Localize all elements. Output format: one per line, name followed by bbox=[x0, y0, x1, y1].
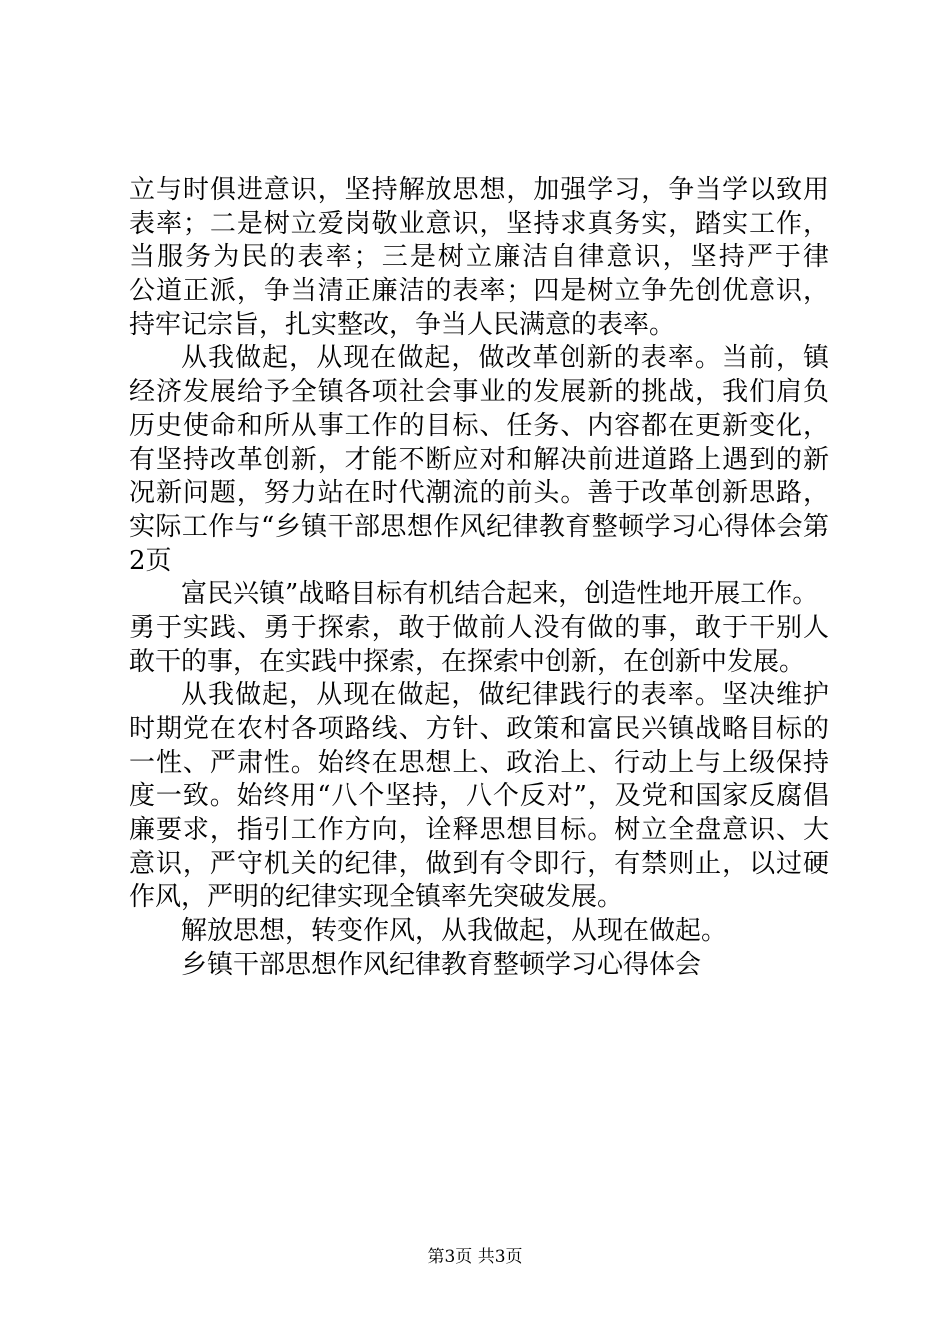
text-line: 立与时俱进意识，坚持解放思想，加强学习，争当学以致用 bbox=[129, 175, 829, 205]
text-line: 从我做起，从现在做起，做纪律践行的表率。坚决维护 bbox=[181, 680, 829, 711]
text-line: 敢干的事，在实践中探索，在探索中创新，在创新中发展。 bbox=[129, 646, 806, 677]
text-line: 当服务为民的表率；三是树立廉洁自律意识，坚持严于律 bbox=[129, 242, 829, 273]
text-line: 公道正派，争当清正廉洁的表率；四是树立争先创优意识， bbox=[129, 276, 829, 307]
text-line: 度一致。始终用“八个坚持，八个反对”，及党和国家反腐倡 bbox=[129, 781, 829, 812]
text-line: 表率；二是树立爱岗敬业意识，坚持求真务实，踏实工作， bbox=[129, 208, 829, 239]
text-line: 富民兴镇”战略目标有机结合起来，创造性地开展工作。 bbox=[181, 579, 819, 610]
text-line: 持牢记宗旨，扎实整改，争当人民满意的表率。 bbox=[129, 309, 676, 340]
text-line: 况新问题，努力站在时代潮流的前头。善于改革创新思路， bbox=[129, 478, 829, 509]
text-line: 实际工作与“乡镇干部思想作风纪律教育整顿学习心得体会第 bbox=[129, 511, 829, 542]
text-line: 一性、严肃性。始终在思想上、政治上、行动上与上级保持 bbox=[129, 747, 829, 778]
document-body bbox=[129, 174, 829, 983]
text-line: 解放思想，转变作风，从我做起，从现在做起。 bbox=[181, 916, 728, 947]
text-line: 从我做起，从现在做起，做改革创新的表率。当前，镇 bbox=[181, 343, 829, 374]
text-line: 有坚持改革创新，才能不断应对和解决前进道路上遇到的新 bbox=[129, 444, 829, 475]
text-line: 乡镇干部思想作风纪律教育整顿学习心得体会 bbox=[181, 949, 702, 980]
text-line: 意识，严守机关的纪律，做到有令即行，有禁则止，以过硬 bbox=[129, 848, 829, 879]
text-line: 经济发展给予全镇各项社会事业的发展新的挑战，我们肩负 bbox=[129, 377, 829, 408]
text-line: 2页 bbox=[129, 545, 172, 576]
page-number-footer: 第3页 共3页 bbox=[427, 1247, 523, 1267]
text-line: 勇于实践、勇于探索，敢于做前人没有做的事，敢于干别人 bbox=[129, 612, 829, 643]
text-line: 时期党在农村各项路线、方针、政策和富民兴镇战略目标的 bbox=[129, 714, 829, 744]
text-line: 作风，严明的纪律实现全镇率先突破发展。 bbox=[129, 882, 624, 913]
text-line: 廉要求，指引工作方向，诠释思想目标。树立全盘意识、大 bbox=[129, 815, 829, 846]
text-line: 历史使命和所从事工作的目标、任务、内容都在更新变化， bbox=[129, 410, 829, 441]
